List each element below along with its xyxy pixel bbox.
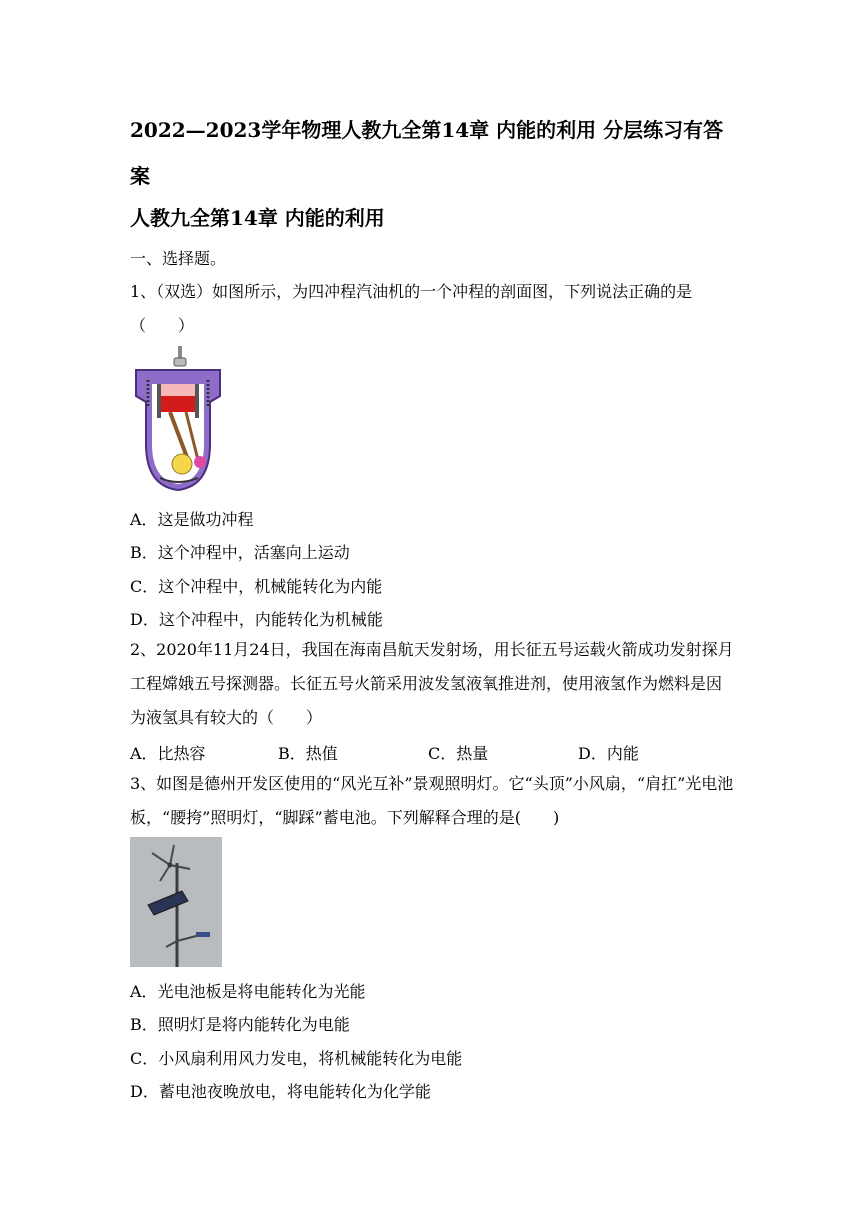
question-3-option-b: B．照明灯是将内能转化为电能 (130, 1015, 350, 1034)
question-1-stem: 1、（双选）如图所示，为四冲程汽油机的一个冲程的剖面图，下列说法正确的是（ ） (130, 282, 693, 335)
question-3-stem: 3、如图是德州开发区使用的“风光互补”景观照明灯。它“头顶”小风扇，“肩扛”光电池板，“腰挎”照明灯，“脚踩”蓄电池。下列解释合理的是( ) (130, 774, 734, 827)
question-2-option-b: B．热值 (278, 744, 338, 763)
question-3-option-c: C．小风扇利用风力发电，将机械能转化为电能 (130, 1049, 463, 1068)
engine-cross-section-icon (130, 344, 226, 496)
question-1-option-c: C．这个冲程中，机械能转化为内能 (130, 577, 383, 596)
question-2-option-c: C．热量 (428, 744, 489, 763)
question-2-option-a: A．比热容 (130, 744, 206, 763)
question-1-option-b: B．这个冲程中，活塞向上运动 (130, 543, 350, 562)
document-title: 2022—2023学年物理人教九全第14章 内能的利用 分层练习有答案 (130, 118, 724, 188)
question-1-option-d: D．这个冲程中，内能转化为机械能 (130, 610, 383, 629)
question-3-option-d: D．蓄电池夜晚放电，将电能转化为化学能 (130, 1082, 431, 1101)
question-2-stem: 2、2020年11月24日，我国在海南昌航天发射场，用长征五号运载火箭成功发射探月工程嫦娥五号探测器。长征五号火箭采用波发氢液氧推进剂，使用液氢作为燃料是因为液氢具有较大的（ ） (130, 640, 734, 727)
chapter-subtitle: 人教九全第14章 内能的利用 (130, 206, 385, 230)
wind-solar-streetlight-icon (130, 837, 222, 967)
question-2-options (130, 741, 639, 764)
question-2-option-d: D．内能 (578, 744, 639, 763)
section-heading: 一、选择题。 (130, 249, 227, 268)
question-1-option-a: A．这是做功冲程 (130, 510, 254, 529)
question-3-option-a: A．光电池板是将电能转化为光能 (130, 982, 366, 1001)
